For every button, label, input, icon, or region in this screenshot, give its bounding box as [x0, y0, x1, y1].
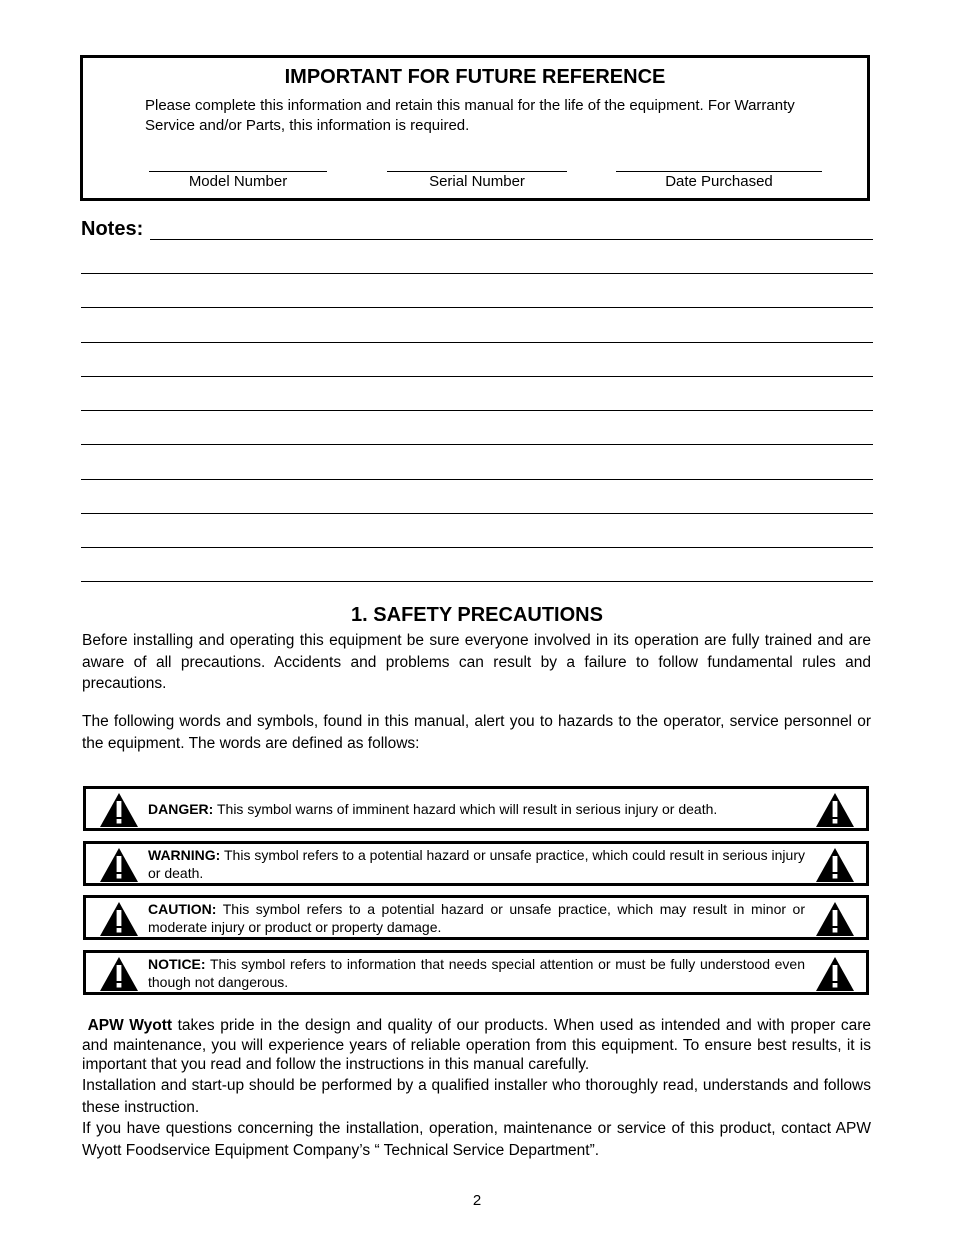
- install-paragraph: Installation and start-up should be performed by a qualified installer who thoroughly read, understands and follows these instruction.: [82, 1077, 871, 1116]
- notes-line[interactable]: [81, 342, 873, 343]
- pride-text: takes pride in the design and quality of our products. When used as intended and with proper care and maintenance, you will experience years of reliable operation from this equipment. To ensure best results, it is important that you read and follow the instructions in this manual carefully.: [82, 1017, 871, 1073]
- notes-line[interactable]: [81, 547, 873, 548]
- brand-name: APW Wyott: [87, 1017, 173, 1034]
- serial-number-label: Serial Number: [429, 173, 525, 190]
- warning-triangle-icon: [815, 847, 855, 883]
- warning-text: [148, 846, 805, 882]
- contact-paragraph: If you have questions concerning the installation, operation, maintenance or service of this product, contact APW Wyott Foodservice Equipment Company’s “ Technical Service Department”.: [82, 1120, 871, 1159]
- words-intro: The following words and symbols, found in this manual, alert you to hazards to the operator, service personnel or the equipment. The words are defined as follows:: [82, 713, 871, 752]
- notes-line[interactable]: [81, 444, 873, 445]
- reference-box: [80, 55, 870, 201]
- danger-text: [148, 800, 805, 818]
- caution-alert: [83, 895, 869, 940]
- safety-intro: Before installing and operating this equipment be sure everyone involved in its operation are fully trained and are aware of all precautions. Accidents and problems can result by a failure to follow fundamental rules and precautions.: [82, 632, 871, 692]
- danger-description: This symbol warns of imminent hazard which will result in serious injury or death.: [216, 800, 718, 817]
- notes-line[interactable]: [81, 410, 873, 411]
- notes-line[interactable]: [81, 479, 873, 480]
- warning-alert: [83, 841, 869, 886]
- notes-line[interactable]: [81, 581, 873, 582]
- pride-paragraph: [82, 1016, 871, 1075]
- warning-triangle-icon: [815, 792, 855, 828]
- warning-description: This symbol refers to a potential hazard or unsafe practice, which could result in serious injury or death.: [148, 846, 805, 881]
- warning-triangle-icon: [99, 792, 139, 828]
- notice-alert: [83, 950, 869, 995]
- notice-text: [148, 955, 805, 991]
- caution-text: [148, 900, 805, 936]
- reference-text: Please complete this information and retain this manual for the life of the equipment. For Warranty Service and/or Parts, this information is required.: [145, 97, 795, 134]
- date-purchased-label: Date Purchased: [665, 173, 773, 190]
- model-number-field[interactable]: [149, 171, 327, 190]
- danger-alert: [83, 786, 869, 831]
- notes-line[interactable]: [81, 376, 873, 377]
- model-number-label: Model Number: [188, 173, 288, 190]
- caution-word: CAUTION:: [148, 900, 217, 917]
- page-number: 2: [472, 1192, 482, 1209]
- danger-word: DANGER:: [148, 800, 214, 817]
- caution-description: This symbol refers to a potential hazard or unsafe practice, which may result in minor or moderate injury or product or property damage.: [148, 900, 806, 935]
- date-purchased-field[interactable]: [616, 171, 822, 190]
- notice-word: NOTICE:: [148, 955, 206, 972]
- notes-line[interactable]: [81, 513, 873, 514]
- serial-number-field[interactable]: [387, 171, 567, 190]
- warning-triangle-icon: [815, 901, 855, 937]
- section-title: 1. SAFETY PRECAUTIONS: [351, 604, 603, 626]
- warning-triangle-icon: [99, 847, 139, 883]
- notes-line[interactable]: [81, 273, 873, 274]
- notes-line[interactable]: [81, 307, 873, 308]
- warning-triangle-icon: [99, 901, 139, 937]
- notes-label: Notes:: [81, 218, 144, 240]
- warning-word: WARNING:: [148, 846, 221, 863]
- reference-title: IMPORTANT FOR FUTURE REFERENCE: [284, 66, 666, 88]
- notice-description: This symbol refers to information that needs special attention or must be fully understood even though not dangerous.: [148, 955, 806, 990]
- warning-triangle-icon: [99, 956, 139, 992]
- warning-triangle-icon: [815, 956, 855, 992]
- notes-line[interactable]: [150, 239, 873, 240]
